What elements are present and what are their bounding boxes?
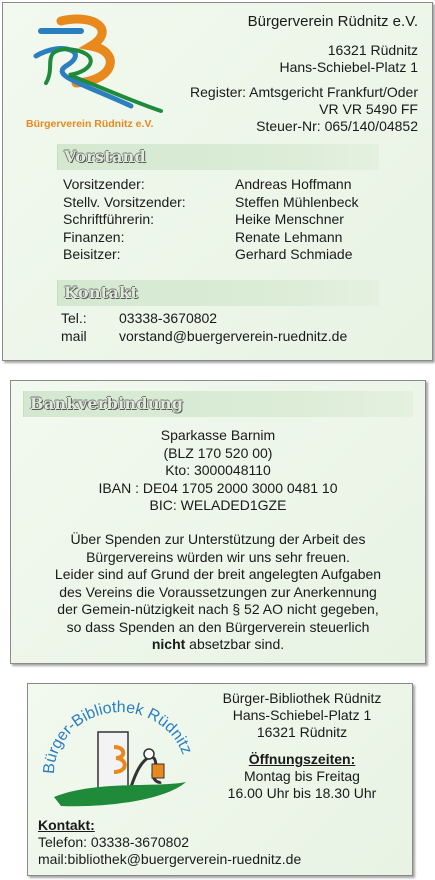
board-member-row: [63, 211, 359, 229]
board-member-name: Heike Menschner: [235, 211, 344, 227]
library-logo: [36, 692, 201, 812]
opening-hours: 16.00 Uhr bis 18.30 Uhr: [227, 785, 377, 801]
opening-days: Montag bis Freitag: [244, 768, 360, 784]
club-address: [148, 13, 418, 135]
board-member-role: Beisitzer:: [63, 246, 121, 262]
board-table: [63, 176, 359, 264]
contact-tel-label: Tel.:: [61, 310, 87, 326]
library-street: Hans-Schiebel-Platz 1: [232, 707, 372, 723]
club-tax-no: Steuer-Nr: 065/140/04852: [256, 118, 418, 134]
board-member-name: Steffen Mühlenbeck: [235, 193, 359, 210]
opening-hours-heading: Öffnungszeiten:: [248, 751, 356, 767]
contact-mail-link[interactable]: vorstand@buergerverein-ruednitz.de: [119, 328, 348, 344]
library-contact: [38, 817, 301, 868]
board-member-name: Renate Lehmann: [235, 228, 343, 245]
contact-tel-row: [61, 309, 347, 327]
club-street: Hans-Schiebel-Platz 1: [279, 59, 418, 75]
bank-card: [10, 380, 426, 664]
board-member-role: Stellv. Vorsitzender:: [63, 193, 186, 210]
donation-note-last: [11, 636, 425, 654]
club-register-no: VR VR 5490 FF: [319, 101, 418, 117]
library-mail-link[interactable]: mail:bibliothek@buergerverein-ruednitz.de: [38, 851, 302, 867]
board-member-role: Schriftführerin:: [63, 211, 155, 227]
bank-bic: BIC: WELADED1GZE: [149, 497, 287, 513]
board-member-role: Vorsitzender:: [63, 176, 145, 192]
donation-note-line: der Gemein-nützigkeit nach § 52 AO nicht gegeben,: [57, 601, 379, 617]
bank-kto: Kto: 3000048110: [165, 462, 271, 478]
library-logo-arc: Bürger-Bibliothek Rüdnitz: [40, 699, 196, 775]
donation-note-lines: [11, 531, 425, 636]
bank-name: Sparkasse Barnim: [160, 427, 276, 443]
donation-note-line: so dass Spenden an den Bürgerverein steuerlich: [66, 618, 370, 635]
library-contact-heading: Kontakt:: [38, 817, 95, 833]
library-address: [202, 690, 402, 802]
contact-heading: Kontakt: [57, 280, 379, 306]
board-member-row: [63, 246, 359, 264]
contact-mail-row: [61, 327, 347, 345]
library-name: Bürger-Bibliothek Rüdnitz: [222, 690, 382, 706]
board-heading: Vorstand: [57, 144, 379, 170]
contact-mail-label: mail: [61, 328, 87, 344]
bank-iban: IBAN : DE04 1705 2000 3000 0481 10: [98, 479, 338, 496]
club-register: Register: Amtsgericht Frankfurt/Oder: [190, 84, 418, 100]
board-member-row: [63, 229, 359, 247]
club-name: Bürgerverein Rüdnitz e.V.: [247, 13, 418, 30]
donation-note-line: Über Spenden zur Unterstützung der Arbeit des: [70, 531, 366, 547]
contact-tel[interactable]: 03338-3670802: [119, 310, 218, 326]
bank-details: [11, 427, 425, 515]
donation-note-line: Bürgervereins würden wir uns sehr freuen.: [86, 548, 350, 565]
bank-blz: (BLZ 170 520 00): [163, 444, 273, 461]
donation-note-line: Leider sind auf Grund der breit angelegten Aufgaben: [54, 566, 382, 582]
contact-rows: [61, 309, 347, 345]
donation-note-rest: absetzbar sind.: [185, 636, 285, 652]
donation-note: [11, 531, 425, 654]
board-member-name: Gerhard Schmiade: [235, 246, 353, 262]
library-card: [27, 683, 413, 876]
bank-heading: Bankverbindung: [23, 391, 413, 417]
library-postal: 16321 Rüdnitz: [256, 724, 348, 740]
donation-note-line: des Vereins die Voraussetzungen zur Anerkennung: [59, 583, 377, 600]
board-member-row: [63, 194, 359, 212]
club-card: [2, 2, 433, 361]
library-phone[interactable]: Telefon: 03338-3670802: [38, 834, 190, 850]
board-member-name: Andreas Hoffmann: [235, 176, 352, 192]
club-logo-text: Bürgerverein Rüdnitz e.V.: [26, 118, 154, 130]
board-member-role: Finanzen:: [63, 228, 125, 245]
club-postal: 16321 Rüdnitz: [327, 42, 418, 58]
donation-note-bold: nicht: [151, 636, 186, 652]
board-member-row: [63, 176, 359, 194]
